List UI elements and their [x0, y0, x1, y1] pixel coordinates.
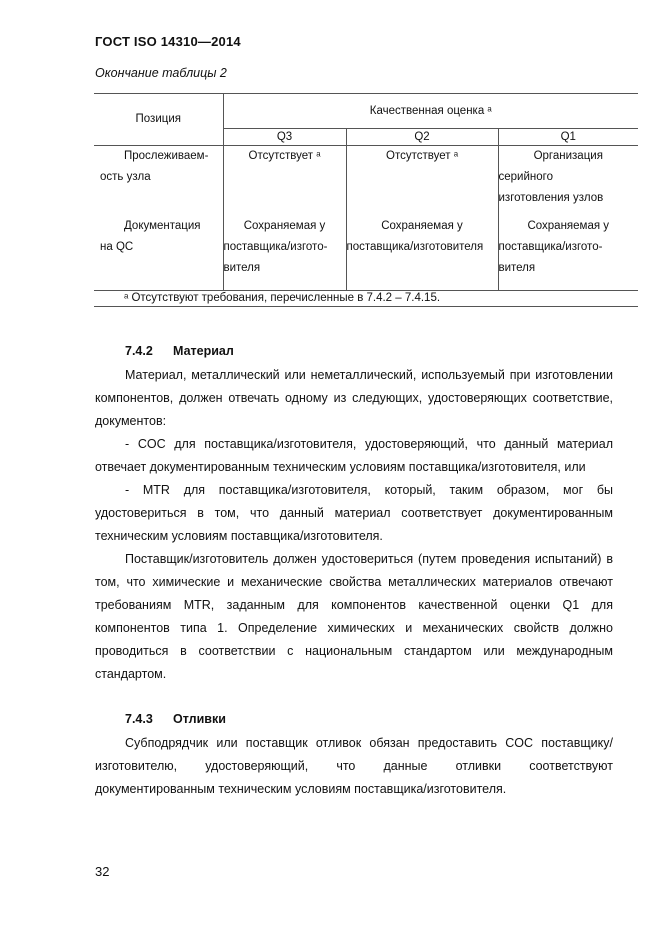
paragraph: Субподрядчик или поставщик отливок обязан предоставить COC поставщику/изготовителю, удостоверяющий, что данные отливки соответствуют документированным техническим условиям поставщика/изготовителя. [95, 736, 613, 796]
quality-table [94, 93, 638, 307]
table-footnote: ᵃ Отсутствуют требования, перечисленные в 7.4.2 – 7.4.15. [94, 291, 638, 307]
row-position: Прослеживаем- ость узла [94, 146, 223, 217]
grade-q3: Q3 [223, 129, 346, 146]
paragraph: - COC для поставщика/изготовителя, удостоверяющий, что данный материал отвечает документированным техническим условиям поставщика/изготовителя, или [95, 437, 613, 474]
header-quality: Качественная оценка ᵃ [223, 94, 638, 129]
table-caption: Окончание таблицы 2 [95, 66, 227, 80]
page-number: 32 [95, 864, 110, 879]
row-position: Документация на QC [94, 216, 223, 291]
paragraph: Материал, металлический или неметаллический, используемый при изготовлении компонентов, должен отвечать одному из следующих, удостоверяющих соответствие, документов: [95, 368, 613, 428]
header-position: Позиция [94, 94, 223, 146]
cell-q1: Сохраняемая у поставщика/изгото- вителя [498, 216, 638, 291]
grade-q1: Q1 [498, 129, 638, 146]
cell-q3: Сохраняемая у поставщика/изгото- вителя [223, 216, 346, 291]
table-row [94, 216, 638, 291]
section-heading-743: 7.4.3 Отливки [125, 712, 226, 726]
paragraph: Поставщик/изготовитель должен удостовериться (путем проведения испытаний) в том, что химические и механические свойства металлических материалов отвечают требованиям MTR, заданным для компонентов качественной оценки Q1 для компонентов типа 1. Определение химических и механических свойств должно проводиться в соответствии с национальным стандартом или международным стандартом. [95, 552, 613, 681]
paragraph: - MTR для поставщика/изготовителя, который, таким образом, мог бы удостовериться в том, что данный материал соответствует документированным техническим условиям поставщика/изготовителя. [95, 483, 613, 543]
cell-q2: Отсутствует ᵃ [346, 146, 498, 217]
cell-q2: Сохраняемая у поставщика/изготовителя [346, 216, 498, 291]
grade-q2: Q2 [346, 129, 498, 146]
section-742-body [95, 364, 613, 686]
table-row [94, 146, 638, 217]
section-heading-742: 7.4.2 Материал [125, 344, 234, 358]
cell-q1: Организация серийного изготовления узлов [498, 146, 638, 217]
document-header: ГОСТ ISO 14310—2014 [95, 34, 241, 49]
section-743-body [95, 732, 613, 801]
cell-q3: Отсутствует ᵃ [223, 146, 346, 217]
